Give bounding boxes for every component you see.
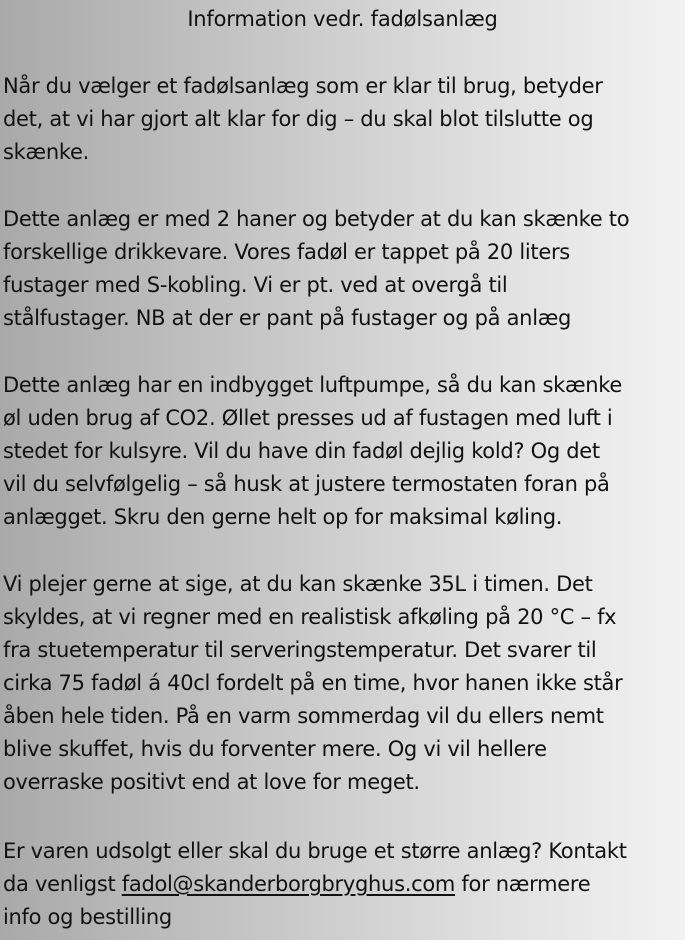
paragraph-capacity [3,568,679,799]
email-link[interactable]: fadol@skanderborgbryghus.com [121,872,456,896]
text-line: stålfustager. NB at der er pant på fustager og på anlæg [3,306,572,330]
paragraph-taps [3,203,679,335]
text-line: Dette anlæg er med 2 haner og betyder at du kan skænke to [3,207,630,231]
text-line: skænke. [3,140,89,164]
text-line: Dette anlæg har en indbygget luftpumpe, så du kan skænke [3,373,623,397]
text-line: overraske positivt end at love for meget. [3,770,420,794]
text-line: øl uden brug af CO2. Øllet presses ud af fustagen med luft i [3,406,613,430]
text-line: cirka 75 fadøl á 40cl fordelt på en time, hvor hanen ikke står [3,671,623,695]
text-line: blive skuffet, hvis du forventer mere. Og vi vil hellere [3,737,547,761]
paragraph-contact [3,835,679,934]
text-line: Når du vælger et fadølsanlæg som er klar til brug, betyder [3,74,603,98]
text-line: anlægget. Skru den gerne helt op for maksimal køling. [3,505,563,529]
text-line: det, at vi har gjort alt klar for dig – du skal blot tilslutte og [3,107,594,131]
text-line: Vi plejer gerne at sige, at du kan skænke 35L i timen. Det [3,572,593,596]
text-line: fustager med S-kobling. Vi er pt. ved at overgå til [3,273,508,297]
paragraph-air-pump [3,369,679,534]
text-line: vil du selvfølgelig – så husk at justere termostaten foran på [3,472,610,496]
text-line: Er varen udsolgt eller skal du bruge et større anlæg? Kontakt [3,839,627,863]
contact-line [3,868,679,901]
text-line: åben hele tiden. På en varm sommerdag vil du ellers nemt [3,704,604,728]
document-title: Information vedr. fadølsanlæg [187,7,498,31]
text-line: fra stuetemperatur til serveringstemperatur. Det svarer til [3,638,597,662]
text-line: info og bestilling [3,905,172,929]
contact-prefix: da venligst [3,872,122,896]
text-line: skyldes, at vi regner med en realistisk afkøling på 20 °C – fx [3,605,617,629]
text-line: stedet for kulsyre. Vil du have din fadøl dejlig kold? Og det [3,439,600,463]
text-line: forskellige drikkevare. Vores fadøl er tappet på 20 liters [3,240,570,264]
contact-suffix: for nærmere [455,872,591,896]
paragraph-intro [3,70,679,169]
